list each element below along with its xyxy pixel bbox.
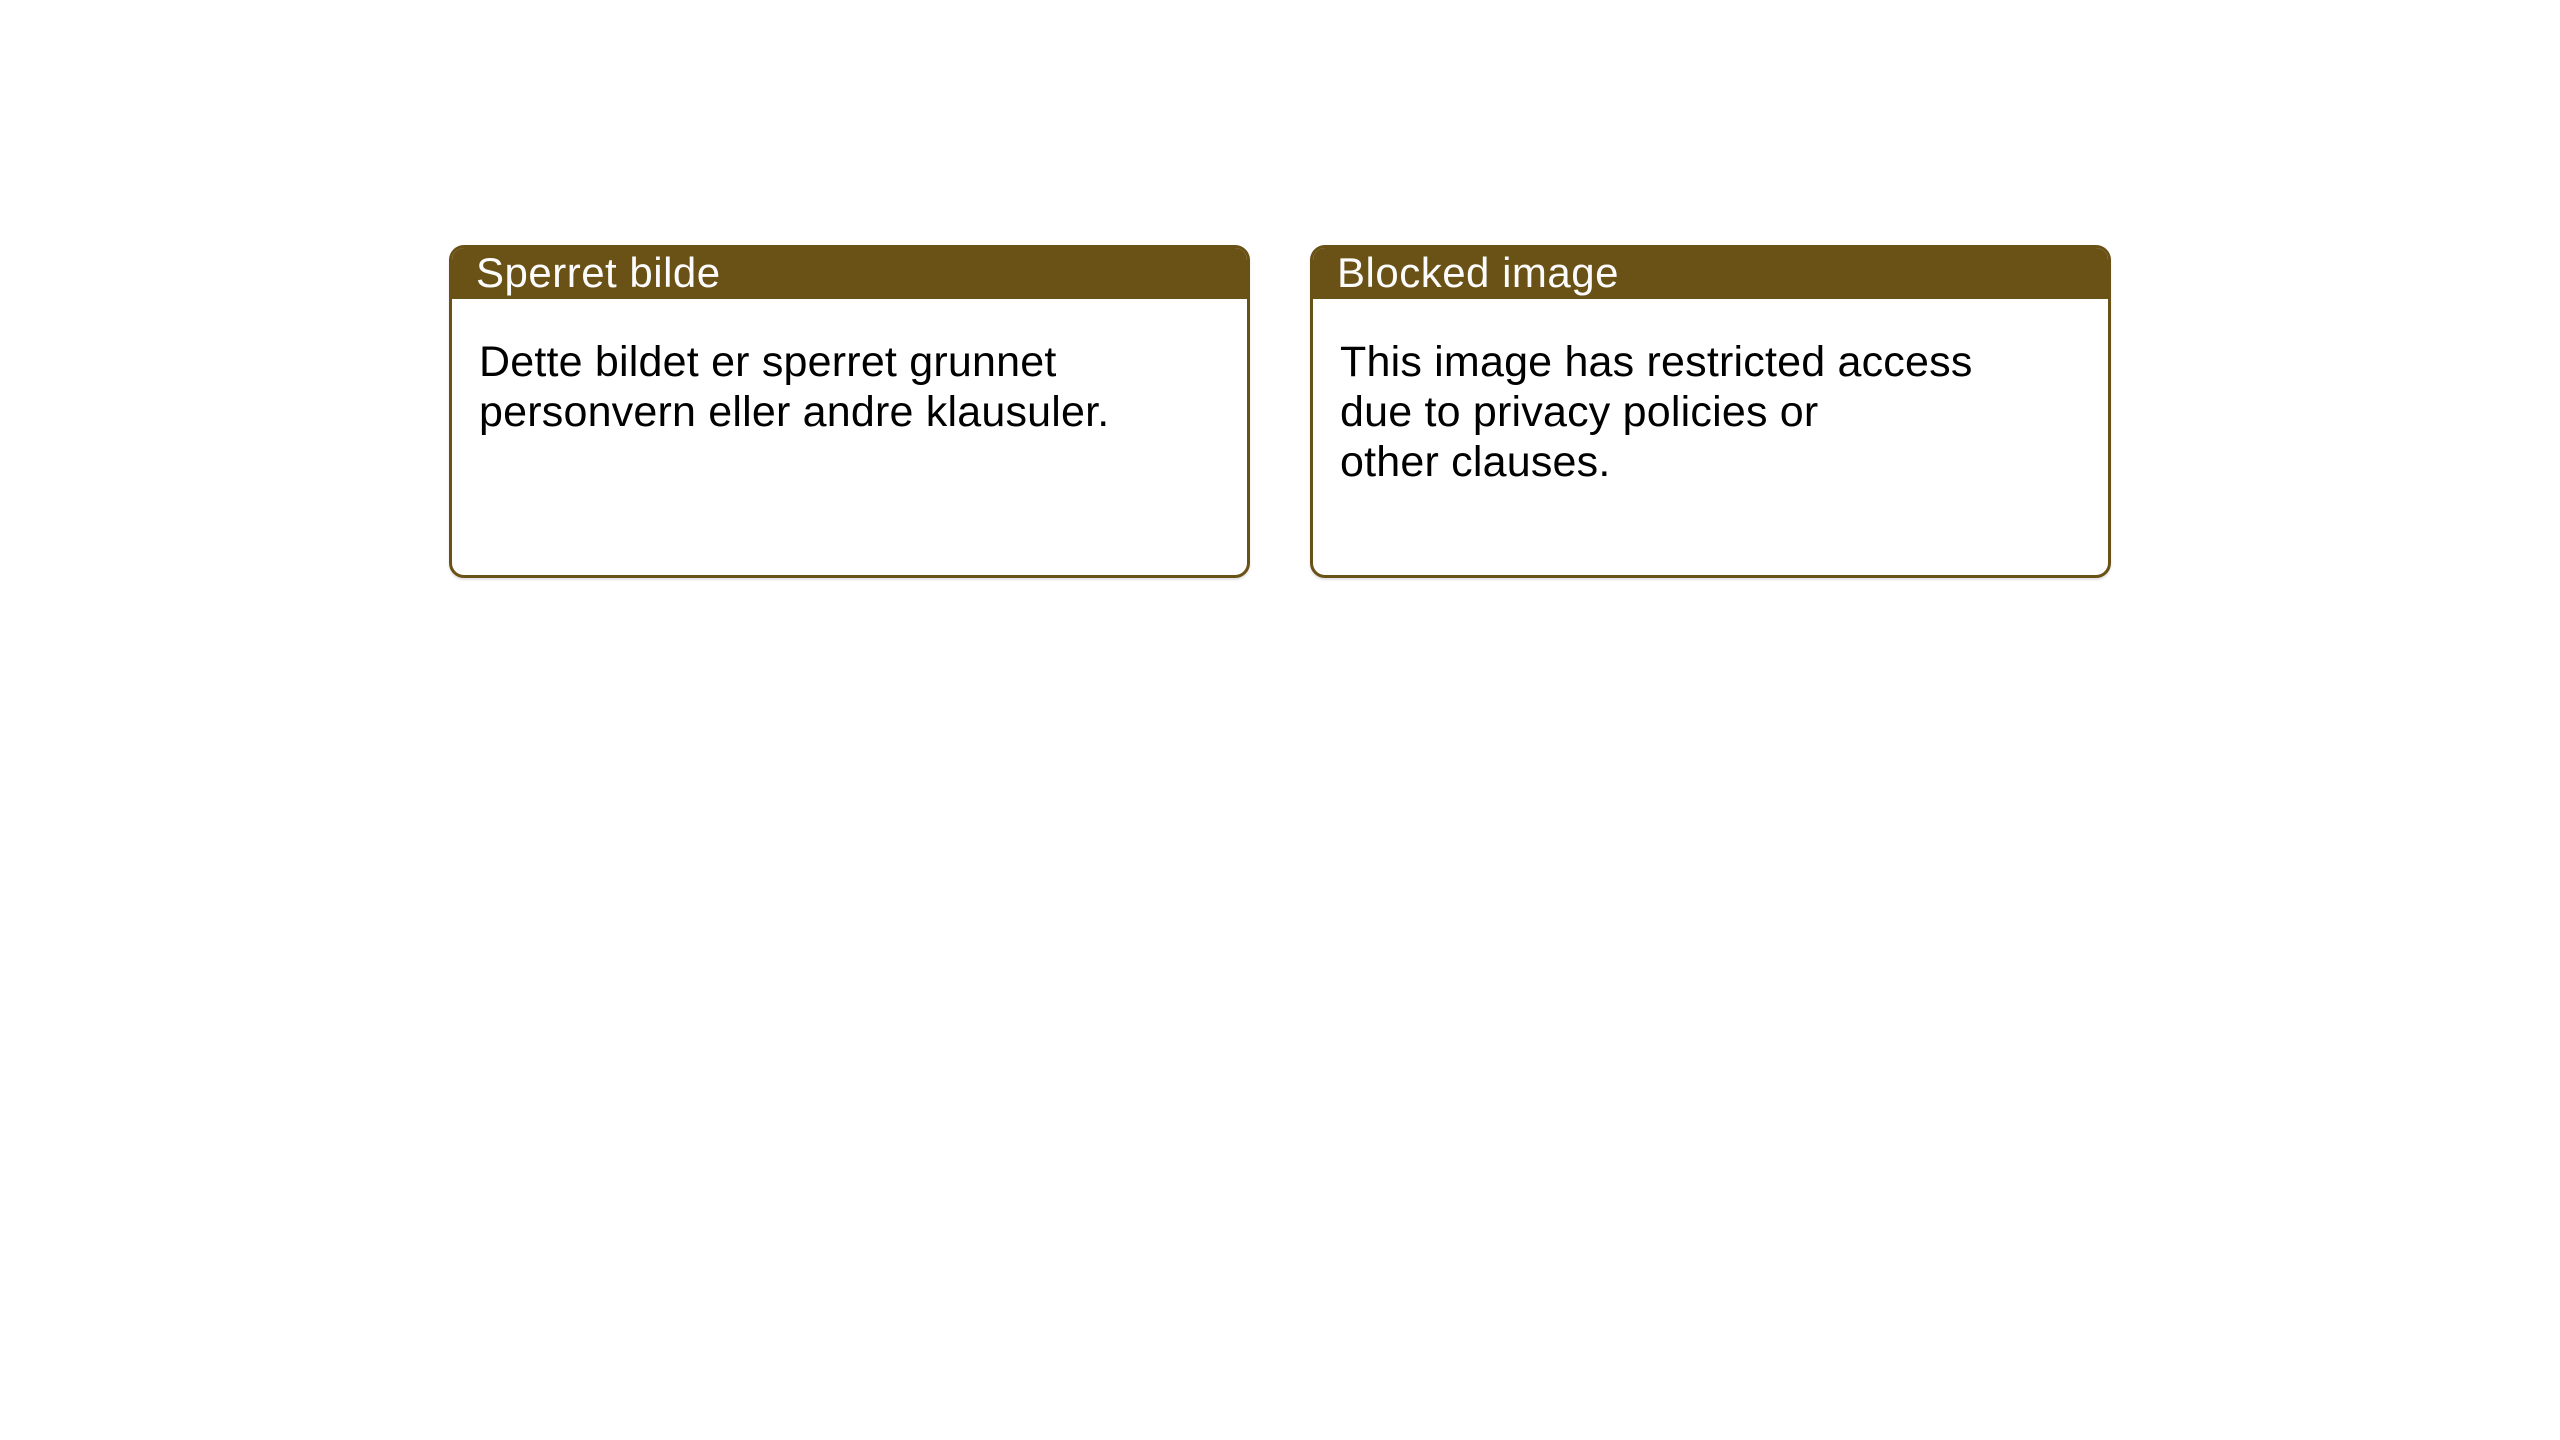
blocked-image-notices	[449, 245, 2111, 578]
card-body	[452, 299, 1247, 437]
card-body-line: This image has restricted access	[1340, 338, 1973, 386]
card-body-line: other clauses.	[1340, 438, 1611, 486]
card-body-line: due to privacy policies or	[1340, 388, 1819, 436]
card-title-english: Blocked image	[1337, 249, 1619, 296]
card-header	[1312, 247, 2109, 299]
card-title-norwegian: Sperret bilde	[476, 249, 721, 296]
card-body	[1313, 299, 2108, 487]
blocked-image-card-norwegian	[449, 245, 1250, 578]
card-header	[451, 247, 1248, 299]
blocked-image-card-english	[1310, 245, 2111, 578]
card-body-line: Dette bildet er sperret grunnet	[479, 338, 1057, 386]
card-body-line: personvern eller andre klausuler.	[479, 388, 1110, 436]
